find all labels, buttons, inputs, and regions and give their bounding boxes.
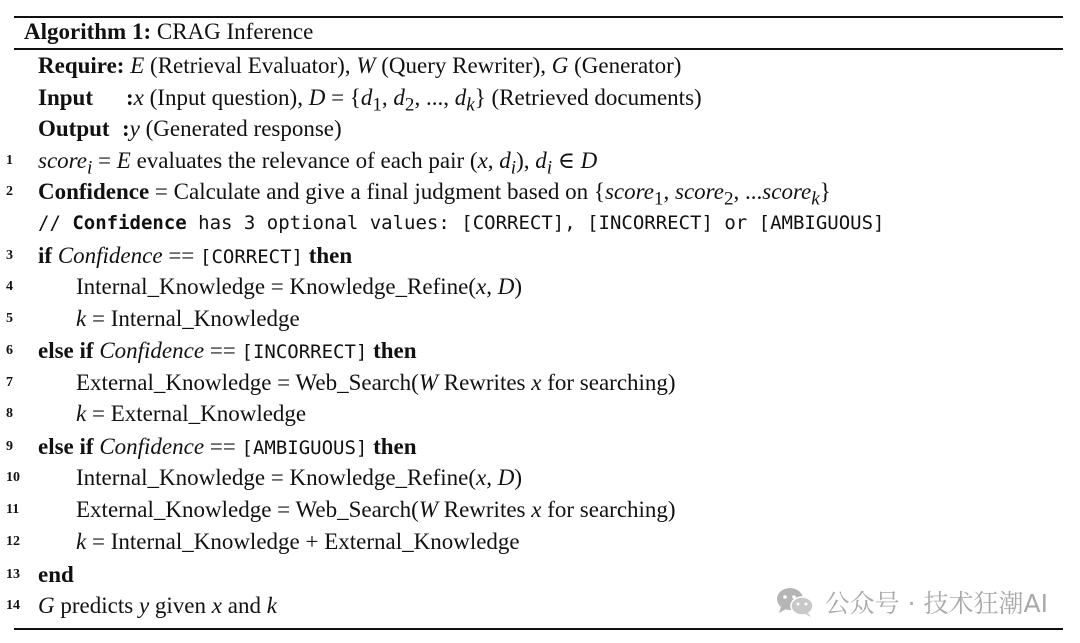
output-label: Output (38, 116, 110, 141)
watermark-text: 公众号 · 技术狂潮AI (824, 589, 1048, 618)
line-number: 9 (6, 439, 13, 454)
line-number: 13 (6, 567, 20, 582)
line-number: 7 (6, 375, 13, 390)
line-number: 11 (6, 502, 20, 517)
watermark (775, 584, 1048, 620)
algorithm-title (24, 18, 313, 46)
line-number: 8 (6, 406, 13, 421)
line-number: 12 (6, 534, 20, 549)
line-number: 4 (6, 279, 13, 294)
input-label: Input (38, 85, 93, 110)
require-label: Require (38, 53, 117, 78)
line-number: 14 (6, 598, 20, 613)
bottom-rule (14, 628, 1063, 630)
line-number: 10 (6, 470, 20, 485)
comment-line: // Confidence has 3 optional values: [CORRECT], [INCORRECT] or [AMBIGUOUS] (38, 212, 885, 234)
algorithm-name: CRAG Inference (156, 19, 314, 44)
step-2: 2 Confidence = Calculate and give a final judgment based on {score$_1$, score$_2$, ...score$_k$} (0, 176, 1080, 207)
algorithm-label: Algorithm 1: (24, 19, 152, 44)
line-number: 5 (6, 311, 13, 326)
step-1: 1 score$_i$ = E evaluates the relevance of each pair (x, $d_i$), $d_i$ ∈ D (0, 145, 1080, 176)
wechat-icon (775, 586, 815, 618)
end-keyword: end (38, 562, 74, 587)
line-number: 1 (6, 153, 13, 168)
line-number: 6 (6, 343, 13, 358)
line-number: 3 (6, 248, 13, 263)
line-number: 2 (6, 184, 13, 199)
